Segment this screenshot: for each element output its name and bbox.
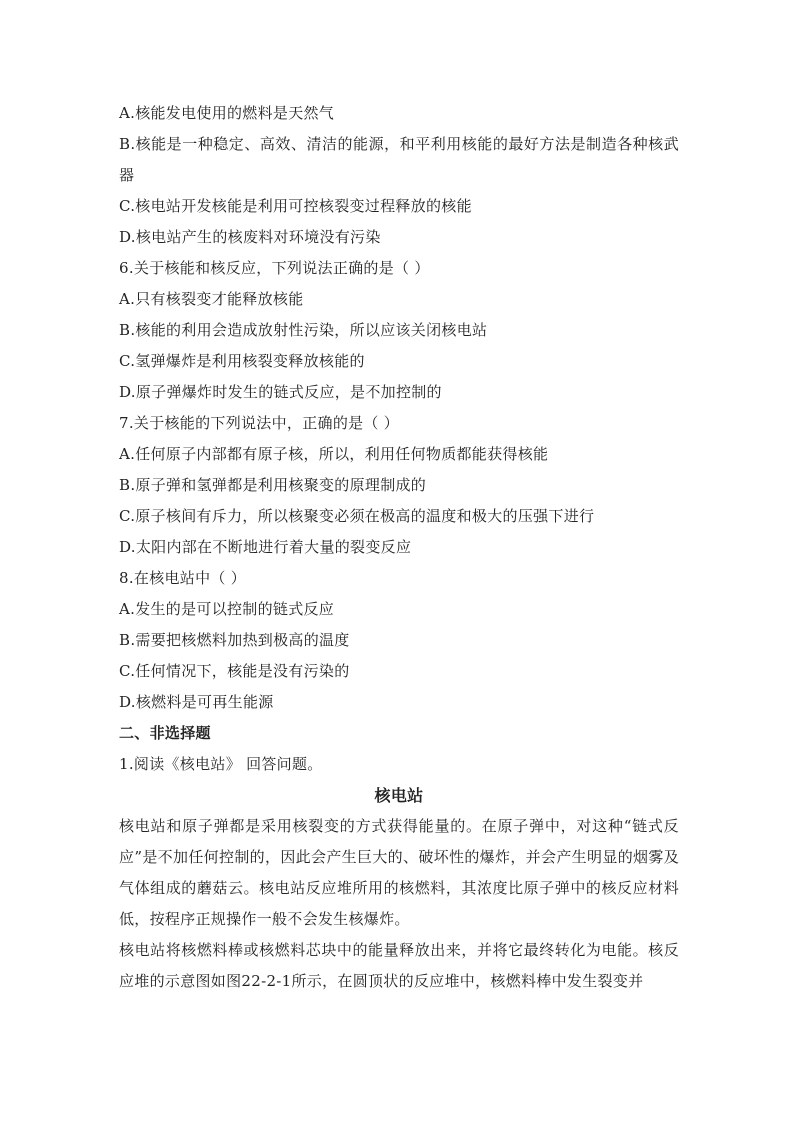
q5-option-b: B.核能是一种稳定、高效、清洁的能源，和平利用核能的最好方法是制造各种核武器 [119,135,679,184]
q8-option-a: A.发生的是可以控制的链式反应 [119,600,335,618]
q5-option-c: C.核电站开发核能是利用可控核裂变过程释放的核能 [119,197,472,215]
q6-option-a: A.只有核裂变才能释放核能 [119,290,304,308]
q6-option-d: D.原子弹爆炸时发生的链式反应，是不加控制的 [119,383,442,401]
q5-option-a: A.核能发电使用的燃料是天然气 [119,104,335,122]
q6-option-b: B.核能的利用会造成放射性污染，所以应该关闭核电站 [119,321,488,339]
q5-option-d: D.核电站产生的核废料对环境没有污染 [119,228,381,246]
q7-stem: 7.关于核能的下列说法中，正确的是（ ） [119,414,400,432]
section-heading: 二、非选择题 [119,724,211,742]
q8-option-c: C.任何情况下，核能是没有污染的 [119,662,350,680]
q6-option-c: C.氢弹爆炸是利用核裂变释放核能的 [119,352,365,370]
document-page [119,98,679,997]
q7-option-a: A.任何原子内部都有原子核，所以，利用任何物质都能获得核能 [119,445,549,463]
q7-option-b: B.原子弹和氢弹都是利用核聚变的原理制成的 [119,476,427,494]
q8-option-b: B.需要把核燃料加热到极高的温度 [119,631,350,649]
q8-stem: 8.在核电站中（ ） [119,569,247,587]
article-paragraph-2: 核电站将核燃料棒或核燃料芯块中的能量释放出来，并将它最终转化为电能。核反应堆的示意图如图22-2-1所示，在圆顶状的反应堆中，核燃料棒中发生裂变并 [119,941,679,990]
q1-stem: 1.阅读《核电站》 回答问题。 [119,755,323,773]
q6-stem: 6.关于核能和核反应，下列说法正确的是（ ） [119,259,430,277]
q7-option-c: C.原子核间有斥力，所以核聚变必须在极高的温度和极大的压强下进行 [119,507,595,525]
q8-option-d: D.核燃料是可再生能源 [119,693,274,711]
article-title: 核电站 [374,786,424,805]
q7-option-d: D.太阳内部在不断地进行着大量的裂变反应 [119,538,412,556]
article-paragraph-1: 核电站和原子弹都是采用核裂变的方式获得能量的。在原子弹中，对这种“链式反应”是不加任何控制的，因此会产生巨大的、破坏性的爆炸，并会产生明显的烟雾及气体组成的蘑菇云。核电站反应堆所用的核燃料，其浓度比原子弹中的核反应材料低，按程序正规操作一般不会发生核爆炸。 [119,817,679,928]
